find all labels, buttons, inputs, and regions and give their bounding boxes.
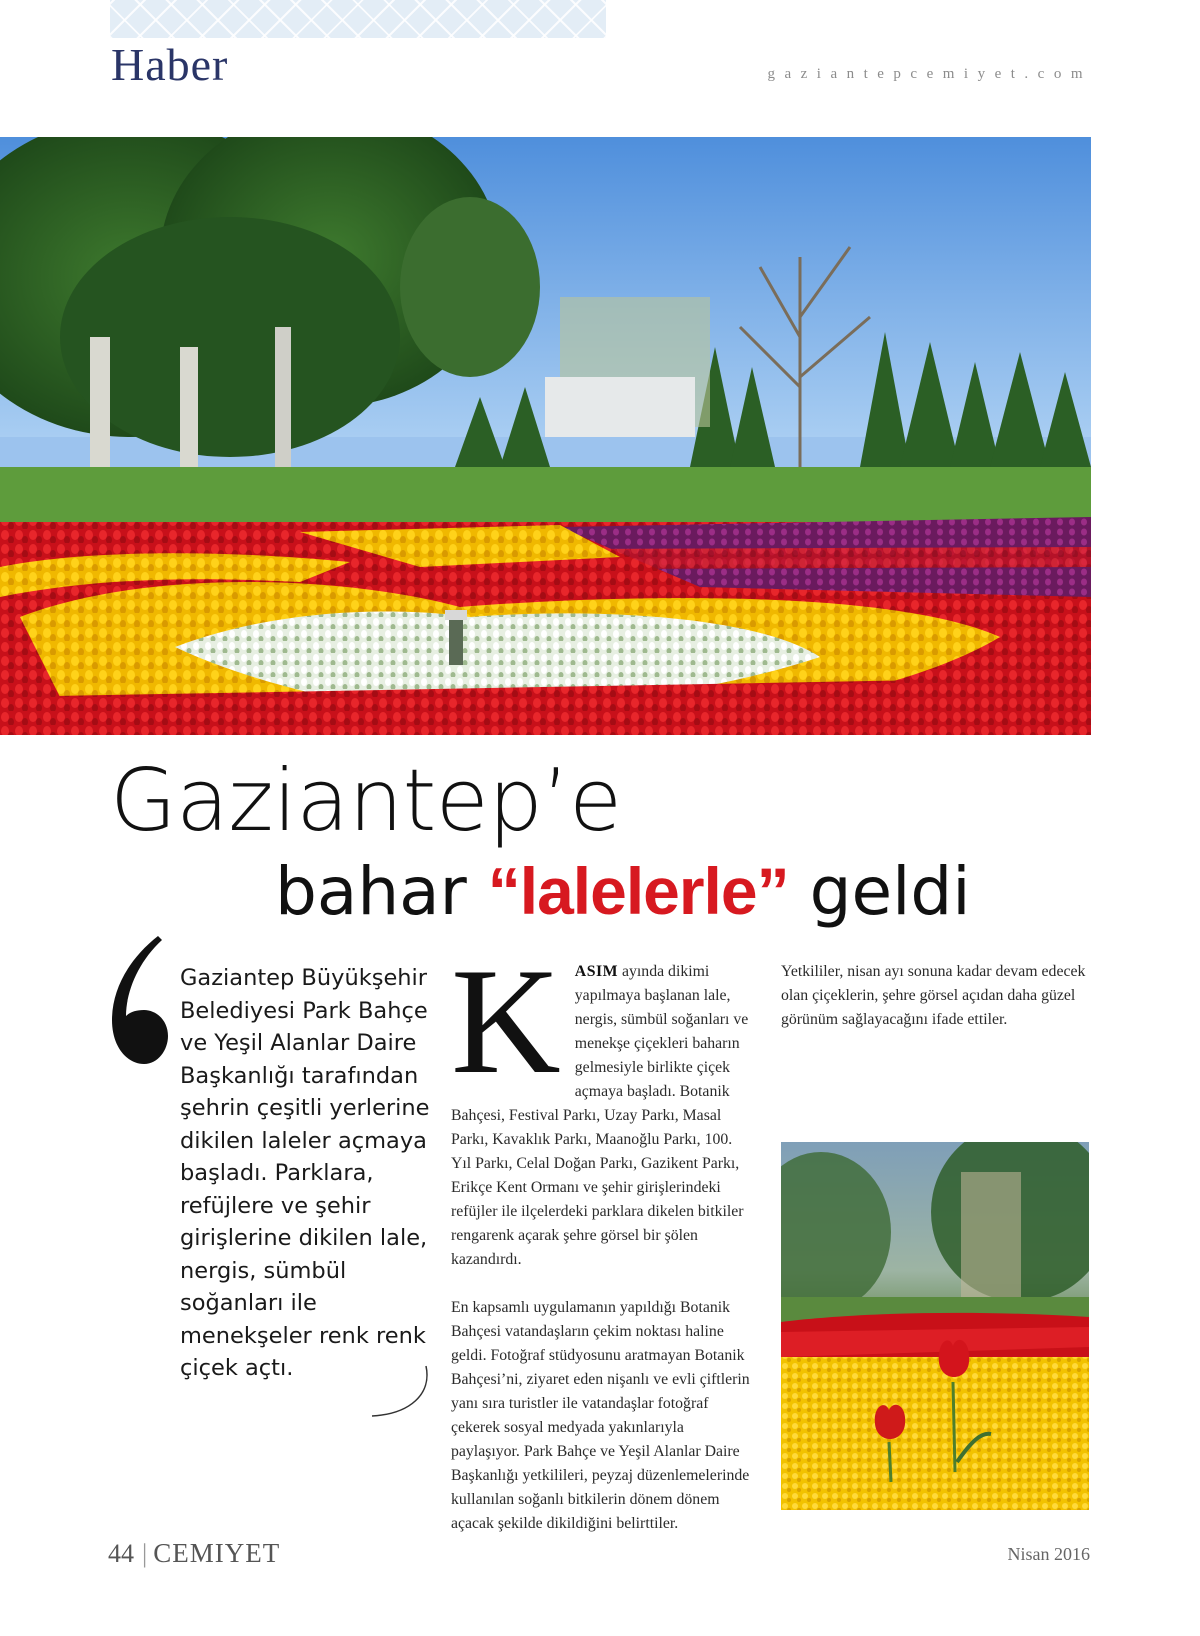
page-number: 44	[108, 1539, 134, 1568]
article-paragraph-3: Yetkililer, nisan ayı sonuna kadar devam edecek olan çiçeklerin, şehre görsel açıdan daha güzel görünüm sağlayacağını ifade ettiler.	[781, 963, 1086, 1028]
pull-quote: Gaziantep Büyükşehir Belediyesi Park Bahçe ve Yeşil Alanlar Daire Başkanlığı tarafından şehrin çeşitli yerlerine dikilen laleler açmaya başladı. Parklara, refüjlere ve şehir girişlerine dikilen lale, nergis, sümbül soğanları ile menekşeler renk renk çiçek açtı.	[180, 965, 430, 1381]
site-url: gaziantepcemiyet.com	[767, 66, 1092, 82]
article-title-line2	[275, 853, 971, 930]
article-paragraph-1	[451, 937, 751, 1272]
header-ornament-pattern	[110, 0, 606, 38]
title-line2-end: geldi	[788, 853, 971, 930]
section-label: Haber	[111, 39, 229, 90]
lead-word: ASIM	[574, 963, 619, 980]
drop-cap: K	[451, 937, 561, 1105]
page-footer-left	[108, 1538, 280, 1569]
tulip-closeup-photo	[781, 1142, 1089, 1510]
quote-end-curve-icon	[370, 1364, 432, 1420]
quote-mark-icon	[108, 936, 170, 1086]
paragraph-1-text: ayında dikimi yapılmaya başlanan lale, nergis, sümbül soğanları ve menekşe çiçekleri baharın gelmesiyle birlikte çiçek açmaya başladı. Botanik Bahçesi, Festival Parkı, Uzay Parkı, Masal Parkı, Kavaklık Parkı, Maanoğlu Parkı, 100. Yıl Parkı, Celal Doğan Parkı, Gazikent Parkı, Erikçe Kent Ormanı ve şehir girişlerindeki refüjler ile ilçelerdeki parklara dikelen bitkiler rengarenk açarak şehre görsel bir şölen kazandırdı.	[451, 963, 749, 1268]
footer-separator: |	[142, 1539, 148, 1568]
title-line2-start: bahar	[275, 853, 488, 930]
article-column-1	[451, 937, 751, 1536]
article-title-line1: Gaziantep’e	[110, 751, 622, 851]
title-highlight-word: “lalelerle”	[487, 854, 789, 928]
magazine-name: CEMIYET	[153, 1538, 281, 1568]
issue-date: Nisan 2016	[1007, 1544, 1090, 1564]
article-column-2	[781, 960, 1087, 1032]
article-paragraph-2: En kapsamlı uygulamanın yapıldığı Botanik Bahçesi vatandaşların çekim noktası haline geldi. Fotoğraf stüdyosunu aratmayan Botanik Bahçesi’ni, ziyaret eden nişanlı ve evli çiftlerin yanı sıra turistler ile vatandaşlar fotoğraf çekerek sosyal medyada yakınlarıyla paylaşıyor. Park Bahçe ve Yeşil Alanlar Daire Başkanlığı yetkilileri, peyzaj düzenlemelerinde kullanılan soğanlı bitkilerin dönem dönem açacak şekilde dikildiğini belirttiler.	[451, 1299, 750, 1532]
hero-photo-tulip-garden	[0, 137, 1091, 735]
